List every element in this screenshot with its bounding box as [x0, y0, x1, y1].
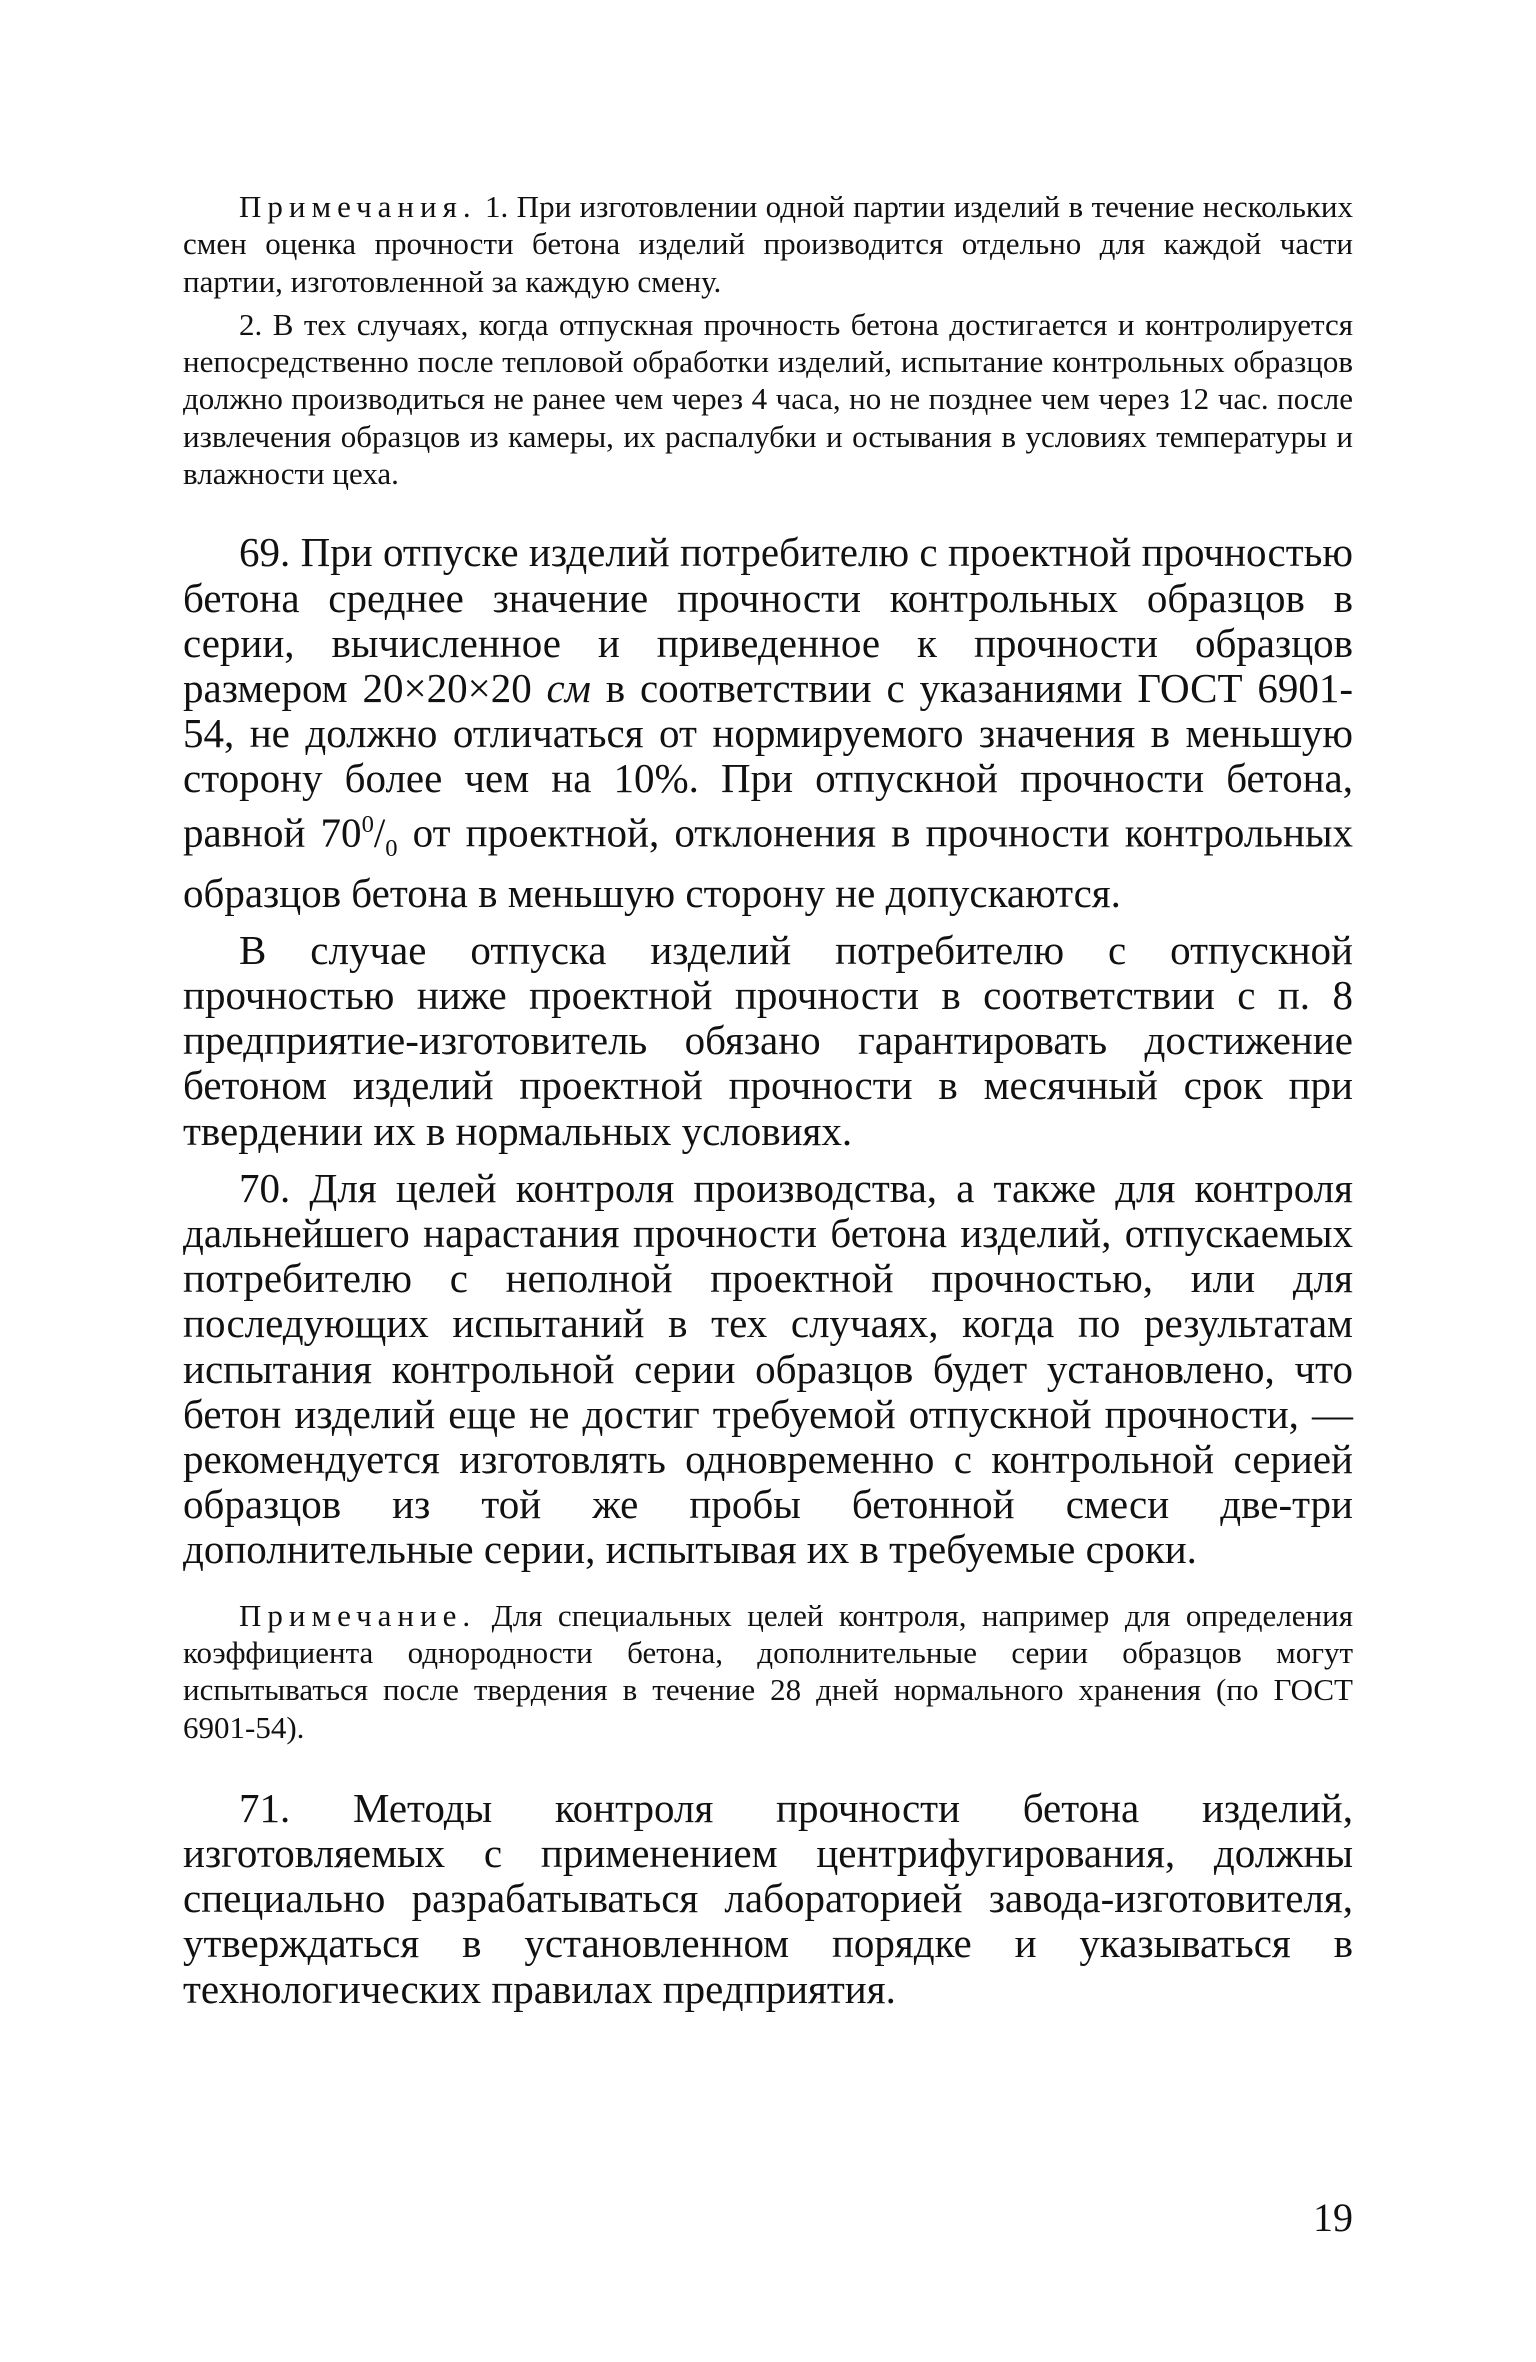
paragraph-69-continuation: В случае отпуска изделий потребителю с отпускной прочностью ниже проектной прочности в соответствии с п. 8 предприятие-изготовитель обязано гарантировать достижение бетоном изделий проектной прочности в месячный срок при твердении их в нормальных условиях.	[183, 926, 1353, 1154]
paragraph-70: 70. Для целей контроля производства, а также для контроля дальнейшего нарастания прочности бетона изделий, отпускаемых потребителю с неполной проектной прочностью, или для последующих испытаний в тех случаях, когда по результатам испытания контрольной серии образцов будет установлено, что бетон изделий еще не достиг требуемой отпускной прочности, — рекомендуется изготовлять одновременно с контрольной серией образцов из той же пробы бетонной смеси две-три дополнительные серии, испытывая их в требуемые сроки.	[183, 1164, 1353, 1573]
note-70-heading: Примечание.	[239, 1597, 477, 1633]
page-content	[183, 188, 1353, 2012]
note-1-text: 1. При изготовлении одной партии изделий в течение нескольких смен оценка прочности бетона изделий производится отдельно для каждой части партии, изготовленной за каждую смену.	[183, 189, 1354, 299]
notes-heading: Примечания.	[239, 189, 477, 224]
unit-cm: см	[546, 664, 591, 711]
paragraph-71: 71. Методы контроля прочности бетона изделий, изготовляемых с применением центрифугирования, должны специально разрабатываться лабораторией завода-изготовителя, утверждаться в установленном порядке и указываться в технологических правилах предприятия.	[183, 1784, 1353, 2012]
note-70-text: Для специальных целей контроля, например для определения коэффициента однородности бетона, дополнительные серии образцов могут испытываться после твердения в течение 28 дней нормального хранения (по ГОСТ 6901-54).	[183, 1597, 1353, 1745]
percent-sign-top: 0	[361, 810, 374, 838]
paragraph-69-part3: от проектной, отклонения в прочности контрольных образцов бетона в меньшую сторону не допускаются.	[183, 809, 1353, 916]
paragraph-69	[183, 530, 1353, 915]
note-1	[183, 188, 1353, 300]
paragraph-69-part1: 69. При отпуске изделий потребителю с проектной прочностью бетона среднее значение прочности контрольных образцов в серии, вычисленное и приведенное к прочности образцов размером 20×20×20	[183, 529, 1353, 711]
note-2: 2. В тех случаях, когда отпускная прочность бетона достигается и контролируется непосредственно после тепловой обработки изделий, испытание контрольных образцов должно производиться не ранее чем через 4 часа, но не позднее чем через 12 час. после извлечения образцов из камеры, их распалубки и остывания в условиях температуры и влажности цеха.	[183, 306, 1353, 492]
paragraph-69-part2: в соответствии с указаниями ГОСТ 6901-54, не должно отличаться от нормируемого значения в меньшую сторону более чем на 10%. При отпускной прочности бетона, равной 70	[183, 664, 1354, 856]
note-70	[183, 1597, 1353, 1746]
percent-sign-bottom: 0	[385, 834, 398, 862]
page-number: 19	[1313, 2195, 1353, 2240]
percent-sign-slash: /	[373, 809, 386, 856]
